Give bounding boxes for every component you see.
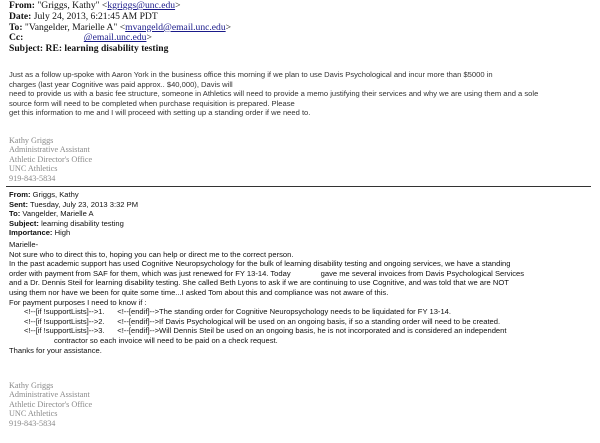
to-name: "Vangelder, Marielle A" <: [24, 21, 126, 33]
signature-org: UNC Athletics: [9, 164, 58, 174]
email2-signature: [9, 381, 92, 428]
paragraph-line: using them nor have we been for quite some time...I asked Tom about this and compliance was not aware of this.: [9, 287, 389, 297]
email1-body-line: Just as a follow up-spoke with Aaron York in the business office this morning if we plan to use Davis Psychological and incur more than $5000 in: [9, 70, 493, 79]
closing: Thanks for your assistance.: [9, 345, 102, 355]
paragraph: In the past academic support has used Cognitive Neuropsychology for the bulk of learning disability testing and ongoing services, we have a standing: [9, 259, 511, 269]
signature-office: Athletic Director's Office: [9, 399, 93, 409]
signature-office: Athletic Director's Office: [9, 154, 93, 164]
signature-name: Kathy Griggs: [9, 136, 54, 145]
importance-label: Importance:: [9, 228, 53, 238]
email1-subject-row: [9, 44, 594, 55]
signature-phone: 919-843-5834: [9, 418, 56, 428]
subject-value: learning disability testing: [41, 218, 124, 228]
email1-header: [9, 1, 594, 55]
email1-body-line: need to provide us with a basic fee structure, someone in Athletics will need to provide a memo justifying their services and why we are using them and a sole: [9, 89, 539, 99]
email1-signature: [9, 136, 92, 183]
sent-label: Sent:: [9, 199, 28, 209]
signature-org: UNC Athletics: [9, 409, 58, 419]
to-email-link[interactable]: mvangeld@email.unc.edu: [125, 21, 226, 33]
signature-name: Kathy Griggs: [9, 381, 54, 390]
from-email-link[interactable]: kgriggs@unc.edu: [107, 0, 176, 11]
from-close: >: [175, 0, 181, 11]
signature-title: Administrative Assistant: [9, 390, 90, 400]
para-segment: gave me several invoices from Davis Psychological Services: [320, 268, 525, 278]
email2-body: [9, 240, 594, 355]
list-item-continuation: contractor so each invoice will need to be paid on a check request.: [54, 335, 278, 345]
date-label: Date:: [9, 10, 32, 22]
from-value: Griggs, Kathy: [32, 190, 79, 199]
message-divider: [6, 186, 591, 187]
cc-label: Cc:: [9, 32, 24, 44]
list-item: <!--[if !supportLists]-->3. <!--[endif]-->Will Dennis Steil be used on an ongoing basis, he is not incorporated and is considered an independent: [24, 326, 507, 336]
paragraph: For payment purposes I need to know if :: [9, 297, 147, 307]
email2-from-row: [9, 190, 594, 200]
from-label: From:: [9, 190, 31, 199]
signature-phone: 919-843-5834: [9, 173, 56, 183]
list-item: <!--[if !supportLists]-->1. <!--[endif]-->The standing order for Cognitive Neuropsychology needs to be liquidated for FY 13-14.: [24, 307, 452, 317]
cc-close: >: [146, 32, 152, 44]
to-value: Vangelder, Marielle A: [22, 209, 94, 219]
subject-value: RE: learning disability testing: [45, 43, 169, 55]
subject-label: Subject:: [9, 43, 44, 55]
from-name: "Griggs, Kathy" <: [37, 0, 108, 11]
paragraph-line: and a Dr. Dennis Steil for learning disability testing. She called Beth Lyons to ask if we are continuing to use Cognitive, and was told that we are NOT: [9, 278, 509, 288]
paragraph-line: [9, 269, 594, 279]
email1-body-line: source form will need to be completed when purchase requisition is prepared. Please: [9, 98, 295, 108]
date-value: July 24, 2013, 6:21:45 AM PDT: [33, 10, 158, 22]
subject-label: Subject:: [9, 218, 39, 228]
greeting: Marielle-: [9, 240, 39, 249]
email2-importance-row: [9, 228, 594, 238]
para-segment: order with payment from SAF for them, which was just renewed for FY 13-14. Today: [9, 268, 291, 278]
paragraph: Not sure who to direct this to, hoping you can help or direct me to the correct person.: [9, 249, 294, 259]
to-label: To:: [9, 21, 23, 33]
email1-body-line: charges (last year Cognitive was paid approx.. $40,000), Davis will: [9, 79, 233, 89]
email1-body: [9, 70, 594, 118]
email1-body-line: get this information to me and I will proceed with setting up a standing order if we need to.: [9, 108, 311, 118]
cc-email-link[interactable]: @email.unc.edu: [83, 32, 147, 44]
signature-title: Administrative Assistant: [9, 145, 90, 155]
list-item: <!--[if !supportLists]-->2. <!--[endif]-->If Davis Psychological will be used on an ongoing basis, if so a standing order will need to be created.: [24, 316, 501, 326]
email2-subject-row: [9, 219, 594, 229]
sent-value: Tuesday, July 23, 2013 3:32 PM: [29, 199, 139, 209]
email2-header: [9, 190, 594, 238]
importance-value: High: [54, 228, 71, 238]
to-label: To:: [9, 209, 21, 219]
from-label: From:: [9, 0, 35, 11]
email2-sent-row: [9, 200, 594, 210]
to-close: >: [225, 21, 232, 33]
email2-to-row: [9, 209, 594, 219]
